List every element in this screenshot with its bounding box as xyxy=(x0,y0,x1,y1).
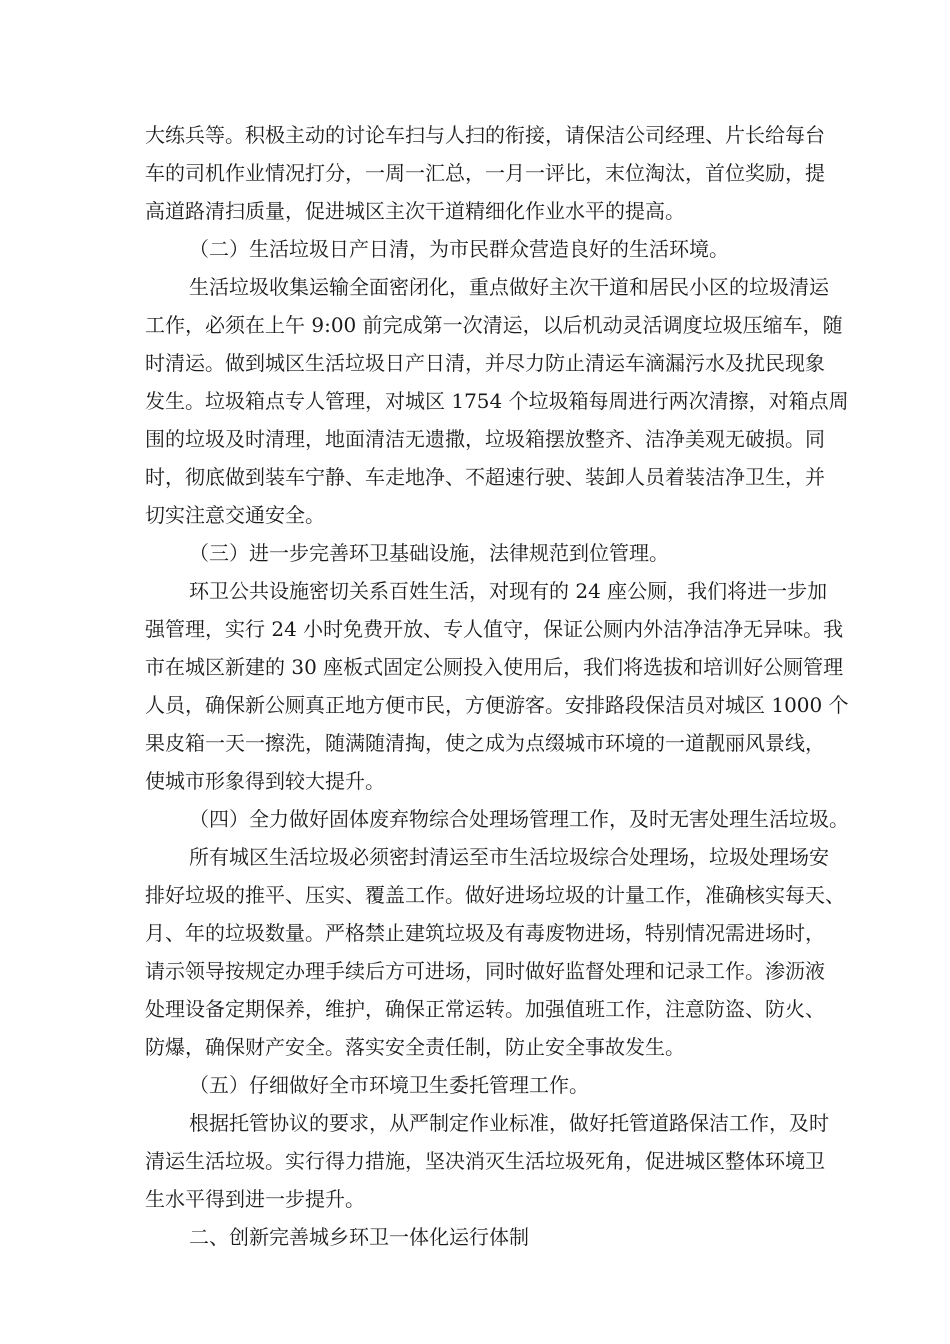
text-line: 大练兵等。积极主动的讨论车扫与人扫的衔接，请保洁公司经理、片长给每台 xyxy=(145,123,825,147)
text-line: 请示领导按规定办理手续后方可进场，同时做好监督处理和记录工作。渗沥液 xyxy=(145,959,825,983)
section-heading: 二、创新完善城乡环卫一体化运行体制 xyxy=(189,1225,529,1249)
text-line: 工作，必须在上午 9:00 前完成第一次清运，以后机动灵活调度垃圾压缩车，随 xyxy=(145,313,843,337)
section-heading: （五）仔细做好全市环境卫生委托管理工作。 xyxy=(189,1073,589,1097)
text-line: 环卫公共设施密切关系百姓生活，对现有的 24 座公厕，我们将进一步加 xyxy=(189,579,828,603)
text-line: 防爆，确保财产安全。落实安全责任制，防止安全事故发生。 xyxy=(145,1035,685,1059)
text-line: 时清运。做到城区生活垃圾日产日清，并尽力防止清运车滴漏污水及扰民现象 xyxy=(145,351,825,375)
text-line: 生活垃圾收集运输全面密闭化，重点做好主次干道和居民小区的垃圾清运 xyxy=(189,275,829,299)
text-line: 月、年的垃圾数量。严格禁止建筑垃圾及有毒废物进场，特别情况需进场时， xyxy=(145,921,825,945)
text-line: 发生。垃圾箱点专人管理，对城区 1754 个垃圾箱每周进行两次清擦，对箱点周 xyxy=(145,389,849,413)
text-line: 强管理，实行 24 小时免费开放、专人值守，保证公厕内外洁净洁净无异味。我 xyxy=(145,617,844,641)
text-line: 清运生活垃圾。实行得力措施，坚决消灭生活垃圾死角，促进城区整体环境卫 xyxy=(145,1149,825,1173)
text-line: 所有城区生活垃圾必须密封清运至市生活垃圾综合处理场，垃圾处理场安 xyxy=(189,845,829,869)
text-line: 处理设备定期保养，维护，确保正常运转。加强值班工作，注意防盗、防火、 xyxy=(145,997,825,1021)
section-heading: （三）进一步完善环卫基础设施，法律规范到位管理。 xyxy=(189,541,669,565)
text-line: 排好垃圾的推平、压实、覆盖工作。做好进场垃圾的计量工作，准确核实每天、 xyxy=(145,883,845,907)
text-line: 人员，确保新公厕真正地方便市民，方便游客。安排路段保洁员对城区 1000 个 xyxy=(145,693,849,717)
text-line: 高道路清扫质量，促进城区主次干道精细化作业水平的提高。 xyxy=(145,199,685,223)
text-line: 使城市形象得到较大提升。 xyxy=(145,769,385,793)
text-line: 围的垃圾及时清理，地面清洁无遗撒，垃圾箱摆放整齐、洁净美观无破损。同 xyxy=(145,427,825,451)
section-heading: （二）生活垃圾日产日清，为市民群众营造良好的生活环境。 xyxy=(189,237,729,261)
text-line: 市在城区新建的 30 座板式固定公厕投入使用后，我们将选拔和培训好公厕管理 xyxy=(145,655,844,679)
text-line: 生水平得到进一步提升。 xyxy=(145,1187,365,1211)
section-heading: （四）全力做好固体废弃物综合处理场管理工作，及时无害处理生活垃圾。 xyxy=(189,807,849,831)
text-line: 切实注意交通安全。 xyxy=(145,503,325,527)
text-line: 时，彻底做到装车宁静、车走地净、不超速行驶、装卸人员着装洁净卫生，并 xyxy=(145,465,825,489)
text-line: 果皮箱一天一擦洗，随满随清掏，使之成为点缀城市环境的一道靓丽风景线， xyxy=(145,731,825,755)
text-line: 根据托管协议的要求，从严制定作业标准，做好托管道路保洁工作，及时 xyxy=(189,1111,829,1135)
text-line: 车的司机作业情况打分，一周一汇总，一月一评比，末位淘汰，首位奖励，提 xyxy=(145,161,825,185)
